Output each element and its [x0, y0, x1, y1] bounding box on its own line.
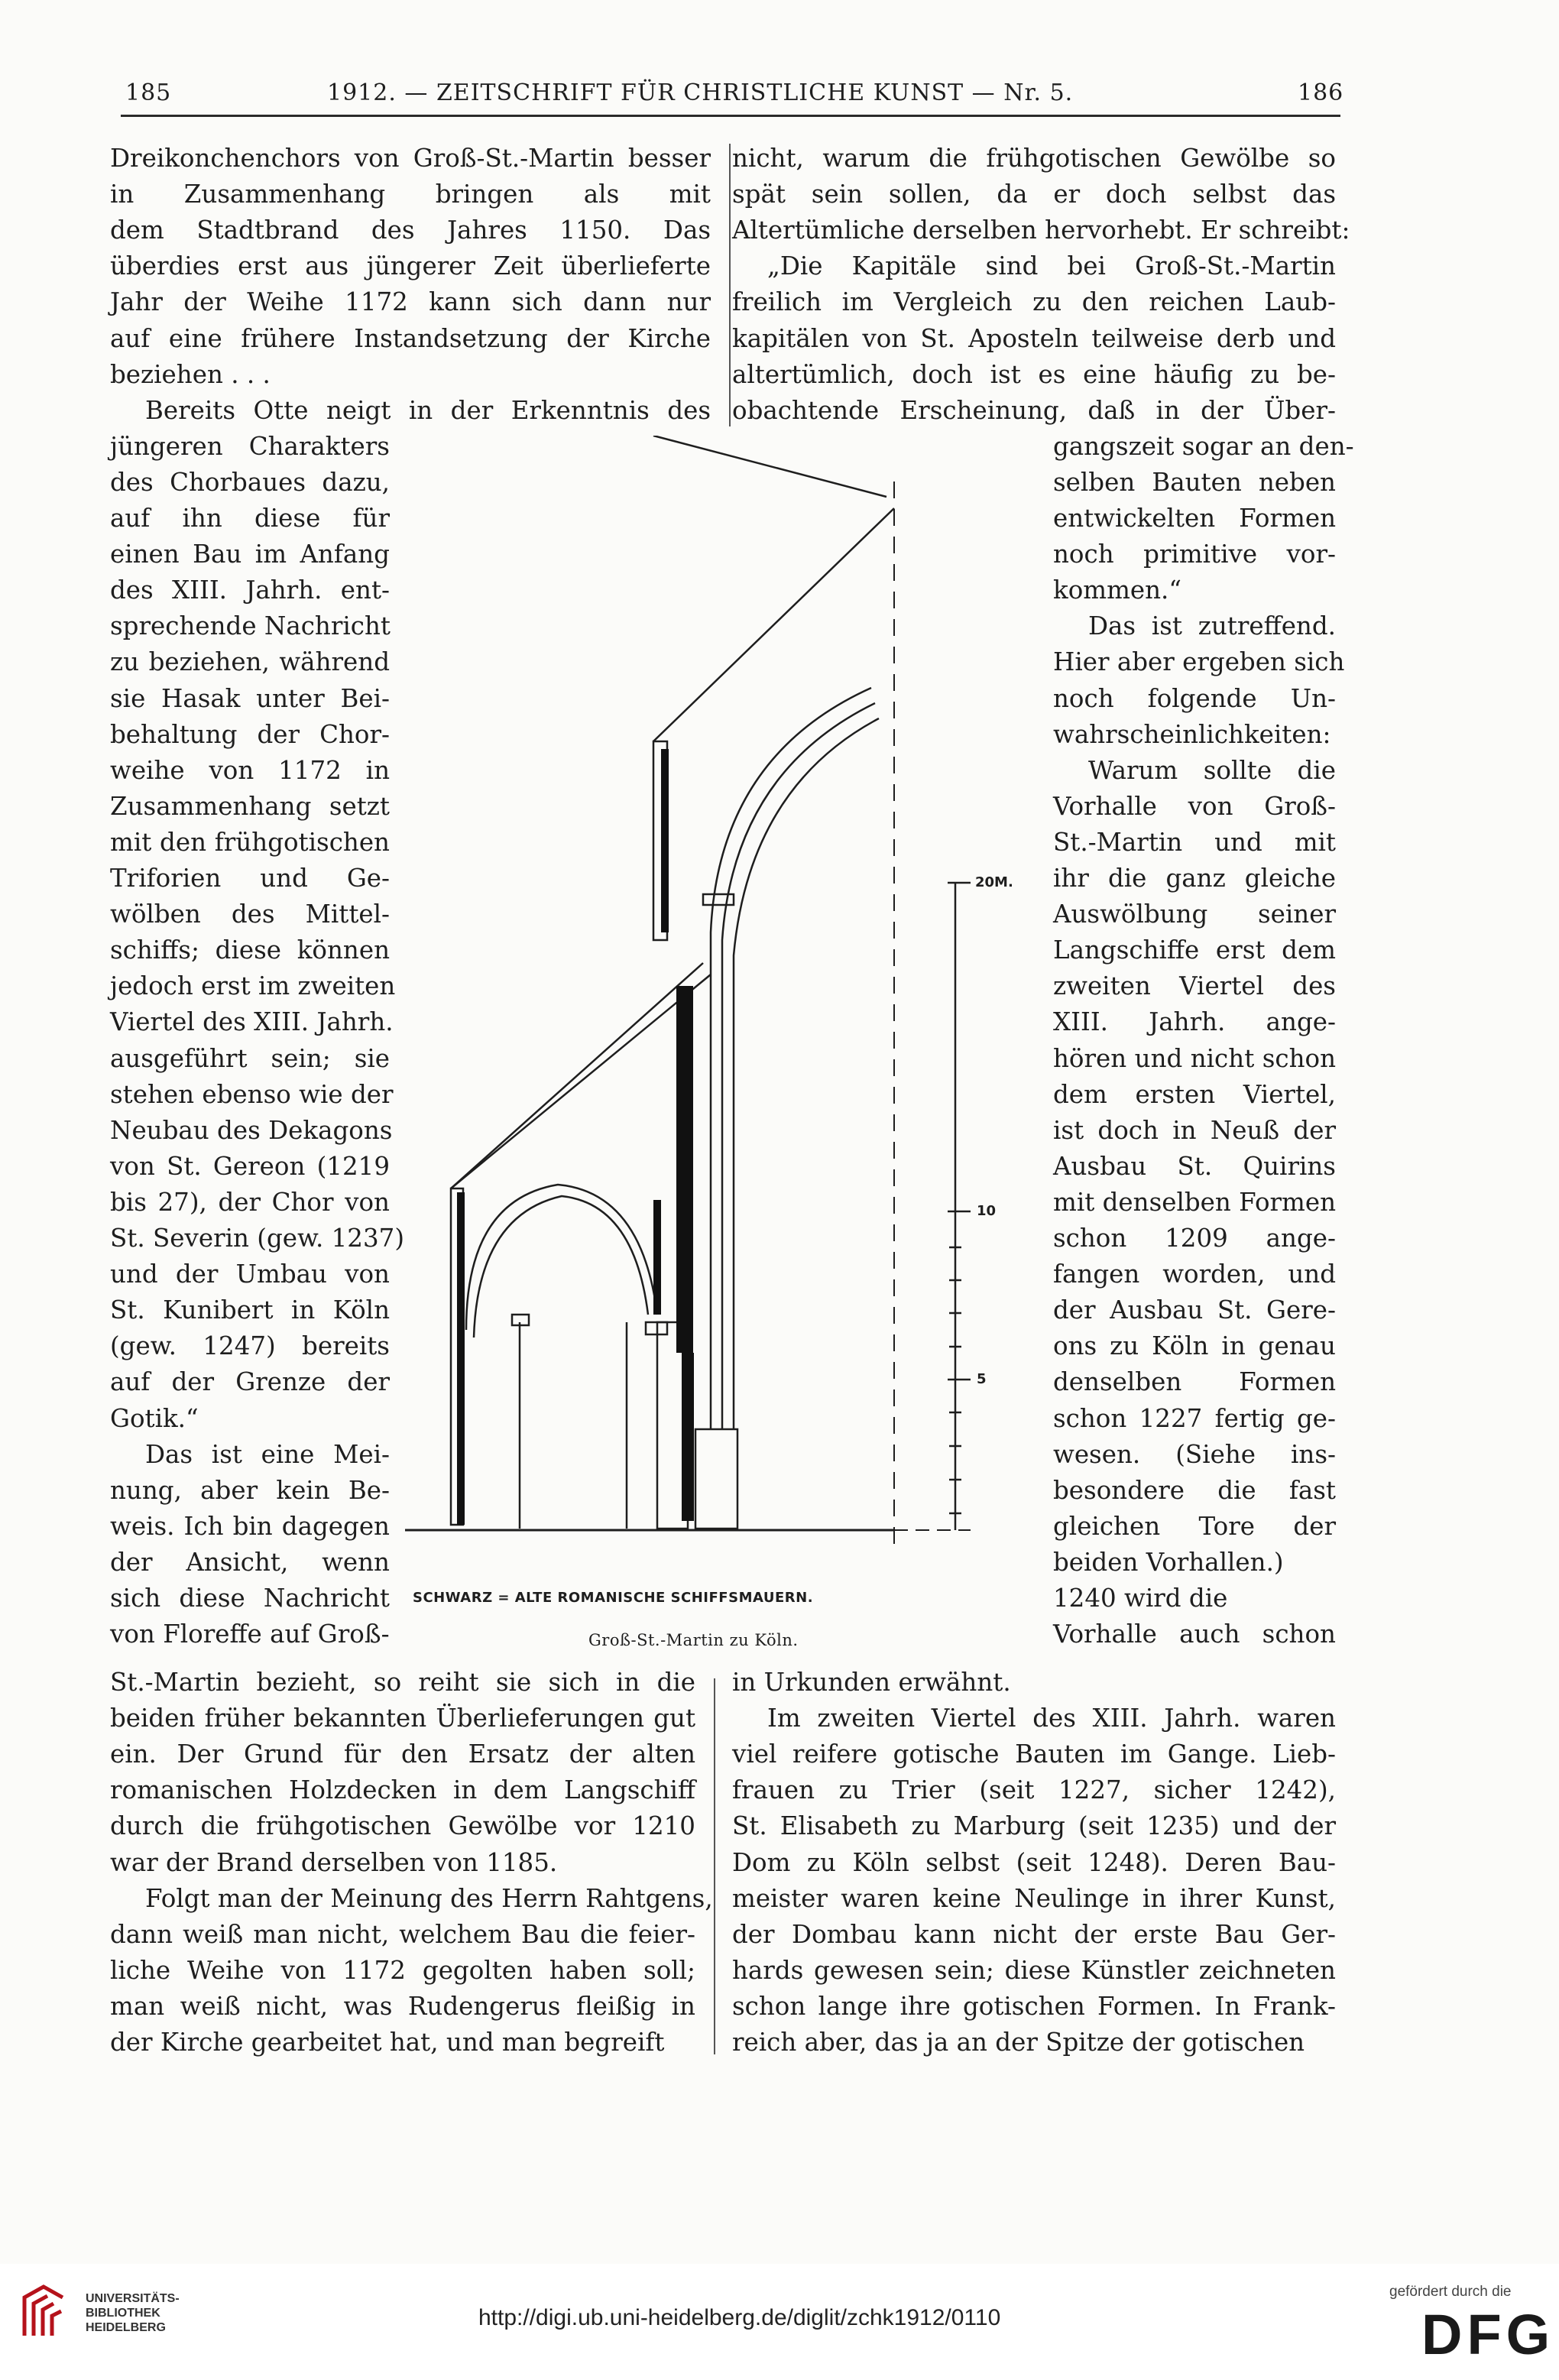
text-line: schon 1227 fertig ge- — [1053, 1403, 1336, 1433]
funding-note: gefördert durch die — [1389, 2284, 1512, 2300]
library-logo-icon — [17, 2282, 70, 2340]
text-line: behaltung der Chor- — [110, 719, 390, 749]
text-line: dem ersten Viertel, — [1053, 1079, 1336, 1109]
text-line: sprechende Nachricht — [110, 611, 391, 641]
text-line: von St. Gereon (1219 — [110, 1151, 390, 1181]
text-line: Dom zu Köln selbst (seit 1248). Deren Bau- — [732, 1847, 1336, 1877]
text-line: Vorhalle auch schon — [1053, 1620, 1336, 1649]
text-line: hören und nicht schon — [1053, 1043, 1336, 1073]
text-line: weis. Ich bin dagegen — [110, 1511, 390, 1541]
text-line: überdies erst aus jüngerer Zeit überlieferte — [110, 251, 711, 281]
text-line: (gew. 1247) bereits — [110, 1331, 390, 1361]
figure-caption: Groß-St.-Martin zu Köln. — [588, 1631, 799, 1649]
column-divider-bottom — [714, 1678, 715, 2054]
text-line: auf der Grenze der — [110, 1367, 390, 1397]
text-line: von Floreffe auf Groß- — [110, 1620, 390, 1649]
text-line: St.-Martin bezieht, so reiht sie sich in die — [110, 1668, 695, 1697]
figure-legend: SCHWARZ = ALTE ROMANISCHE SCHIFFSMAUERN. — [413, 1590, 814, 1606]
text-line: jüngeren Charakters — [110, 431, 390, 461]
text-line: Altertümliche derselben hervorhebt. Er schreibt: — [732, 216, 1350, 245]
text-line: der Ansicht, wenn — [110, 1547, 390, 1577]
text-line: ein. Der Grund für den Ersatz der alten — [110, 1740, 695, 1769]
text-line: romanischen Holzdecken in dem Langschiff — [110, 1775, 695, 1805]
text-line: sie Hasak unter Bei- — [110, 683, 390, 713]
text-line: Das ist zutreffend. — [1088, 611, 1336, 641]
text-line: bis 27), der Chor von — [110, 1187, 390, 1217]
text-line: war der Brand derselben von 1185. — [110, 1847, 558, 1877]
text-line: schiffs; diese können — [110, 935, 390, 965]
text-line: ihr die ganz gleiche — [1053, 864, 1336, 893]
text-line: auf eine frühere Instandsetzung der Kirche — [110, 323, 711, 353]
text-line: meister waren keine Neulinge in ihrer Kunst, — [732, 1883, 1336, 1913]
text-line: beiden früher bekannten Überlieferungen gut — [110, 1704, 695, 1733]
text-line: reich aber, das ja an der Spitze der gotischen — [732, 2028, 1305, 2057]
text-line: Auswölbung seiner — [1053, 900, 1336, 929]
text-line: Neubau des Dekagons — [110, 1115, 393, 1145]
text-line: Gotik.“ — [110, 1403, 199, 1433]
text-line: der Dombau kann nicht der erste Bau Ger- — [732, 1919, 1336, 1949]
library-line-2: BIBLIOTHEK — [86, 2307, 160, 2320]
text-line: spät sein sollen, da er doch selbst das — [732, 180, 1336, 209]
text-line: beiden Vorhallen.) — [1053, 1547, 1284, 1577]
text-line: sich diese Nachricht — [110, 1584, 390, 1613]
text-line: wesen. (Siehe ins- — [1053, 1439, 1336, 1469]
text-line: stehen ebenso wie der — [110, 1079, 394, 1109]
text-line: noch folgende Un- — [1053, 683, 1336, 713]
text-line: entwickelten Formen — [1053, 504, 1336, 533]
text-line: liche Weihe von 1172 gegolten haben soll; — [110, 1955, 695, 1985]
text-line: 1240 wird die — [1053, 1584, 1228, 1613]
text-line: Bereits Otte neigt in der Erkenntnis des — [145, 395, 711, 425]
text-line: man weiß nicht, was Rudengerus fleißig in — [110, 1991, 695, 2021]
text-line: wölben des Mittel- — [110, 900, 390, 929]
text-line: hards gewesen sein; diese Künstler zeichneten — [732, 1955, 1336, 1985]
text-line: Viertel des XIII. Jahrh. — [110, 1007, 394, 1037]
text-line: noch primitive vor- — [1053, 540, 1336, 569]
text-line: gleichen Tore der — [1053, 1511, 1336, 1541]
text-line: Triforien und Ge- — [110, 864, 390, 893]
text-line: Ausbau St. Quirins — [1053, 1151, 1336, 1181]
text-line: weihe von 1172 in — [110, 755, 390, 785]
scale-label-5: 5 — [977, 1371, 987, 1387]
running-title: 1912. — ZEITSCHRIFT FÜR CHRISTLICHE KUNST — Nr. 5. — [327, 79, 1074, 106]
text-line: mit den frühgotischen — [110, 827, 390, 857]
text-line: durch die frühgotischen Gewölbe vor 1210 — [110, 1811, 695, 1841]
text-line: selben Bauten neben — [1053, 467, 1336, 497]
text-line: dann weiß man nicht, welchem Bau die feier- — [110, 1919, 695, 1949]
text-line: „Die Kapitäle sind bei Groß-St.-Martin — [767, 251, 1336, 281]
text-line: St. Kunibert in Köln — [110, 1295, 390, 1325]
text-line: des XIII. Jahrh. ent- — [110, 576, 390, 605]
scale-label-20m: 20M. — [975, 874, 1013, 890]
text-line: in Zusammenhang bringen als mit — [110, 180, 711, 209]
library-line-1: UNIVERSITÄTS- — [86, 2292, 180, 2305]
text-line: beziehen . . . — [110, 359, 271, 389]
text-line: denselben Formen — [1053, 1367, 1336, 1397]
scale-label-10: 10 — [977, 1203, 997, 1219]
text-line: zu beziehen, während — [110, 647, 390, 677]
text-line: mit denselben Formen — [1053, 1187, 1337, 1217]
text-line: ausgeführt sein; sie — [110, 1043, 390, 1073]
text-line: schon lange ihre gotischen Formen. In Frank- — [732, 1991, 1336, 2021]
column-divider-top — [729, 144, 731, 426]
text-line: kapitälen von St. Aposteln teilweise derb und — [732, 323, 1336, 353]
text-line: schon 1209 ange- — [1053, 1224, 1336, 1253]
text-line: Zusammenhang setzt — [110, 791, 390, 821]
text-line: frauen zu Trier (seit 1227, sicher 1242), — [732, 1775, 1336, 1805]
text-line: Jahr der Weihe 1172 kann sich dann nur — [110, 287, 711, 317]
text-line: auf ihn diese für — [110, 504, 390, 533]
text-line: Warum sollte die — [1088, 755, 1336, 785]
text-line: nicht, warum die frühgotischen Gewölbe so — [732, 144, 1336, 173]
text-line: Das ist eine Mei- — [145, 1439, 390, 1469]
text-line: und der Umbau von — [110, 1260, 390, 1289]
text-line: fangen worden, und — [1053, 1260, 1336, 1289]
text-line: Langschiffe erst dem — [1053, 935, 1336, 965]
text-line: obachtende Erscheinung, daß in der Über- — [732, 395, 1336, 425]
text-line: des Chorbaues dazu, — [110, 467, 390, 497]
text-line: viel reifere gotische Bauten im Gange. Lieb- — [732, 1740, 1336, 1769]
header-rule — [121, 115, 1340, 117]
text-line: St.-Martin und mit — [1053, 827, 1336, 857]
footer-bar — [0, 2264, 1559, 2380]
text-line: ons zu Köln in genau — [1053, 1331, 1336, 1361]
page-number-right: 186 — [1298, 79, 1344, 106]
text-line: wahrscheinlichkeiten: — [1053, 719, 1331, 749]
text-line: in Urkunden erwähnt. — [732, 1668, 1011, 1697]
text-line: gangszeit sogar an den- — [1053, 431, 1354, 461]
text-line: zweiten Viertel des — [1053, 971, 1336, 1001]
text-line: Folgt man der Meinung des Herrn Rahtgens, — [145, 1883, 713, 1913]
text-line: Im zweiten Viertel des XIII. Jahrh. waren — [767, 1704, 1336, 1733]
text-line: der Ausbau St. Gere- — [1053, 1295, 1336, 1325]
text-line: einen Bau im Anfang — [110, 540, 390, 569]
cross-section-figure — [405, 436, 1047, 1628]
dfg-logo: DFG — [1421, 2303, 1555, 2366]
page-number-left: 185 — [125, 79, 172, 106]
text-line: St. Elisabeth zu Marburg (seit 1235) und der — [732, 1811, 1336, 1841]
text-line: freilich im Vergleich zu den reichen Laub- — [732, 287, 1336, 317]
text-line: besondere die fast — [1053, 1475, 1336, 1505]
text-line: XIII. Jahrh. ange- — [1053, 1007, 1336, 1037]
text-line: Vorhalle von Groß- — [1053, 791, 1336, 821]
library-line-3: HEIDELBERG — [86, 2321, 166, 2334]
text-line: Hier aber ergeben sich — [1053, 647, 1345, 677]
text-line: kommen.“ — [1053, 576, 1182, 605]
text-line: jedoch erst im zweiten — [110, 971, 396, 1001]
text-line: dem Stadtbrand des Jahres 1150. Das — [110, 216, 711, 245]
text-line: Dreikonchenchors von Groß-St.-Martin besser — [110, 144, 711, 173]
text-line: St. Severin (gew. 1237) — [110, 1224, 405, 1253]
text-line: der Kirche gearbeitet hat, und man begreift — [110, 2028, 665, 2057]
library-name — [86, 2291, 180, 2335]
text-line: altertümlich, doch ist es eine häufig zu be- — [732, 359, 1336, 389]
source-url-link[interactable]: http://digi.ub.uni-heidelberg.de/diglit/zchk1912/0110 — [478, 2305, 1001, 2330]
text-line: nung, aber kein Be- — [110, 1475, 390, 1505]
text-line: ist doch in Neuß der — [1053, 1115, 1336, 1145]
